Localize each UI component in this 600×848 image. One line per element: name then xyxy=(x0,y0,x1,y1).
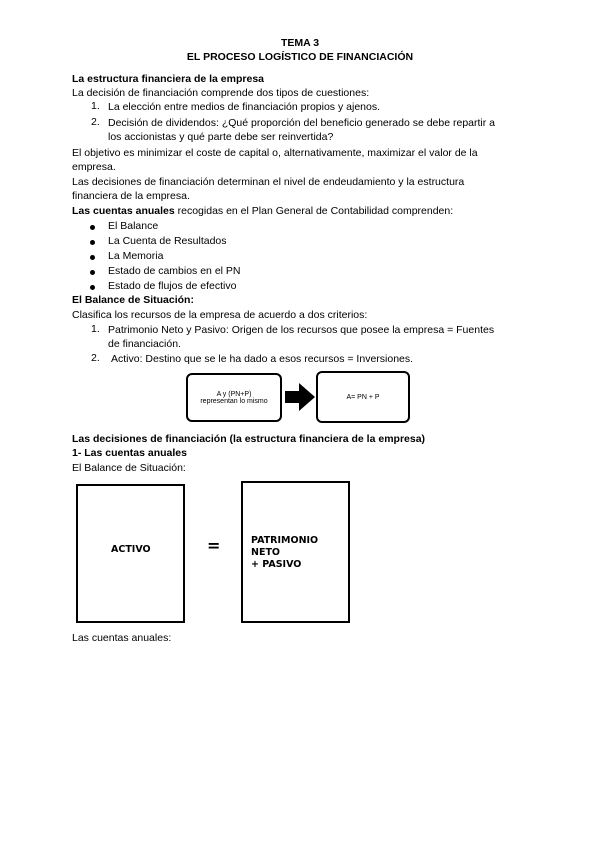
section-heading-estructura: La estructura financiera de la empresa xyxy=(72,73,264,85)
bullet-icon xyxy=(90,240,95,245)
bullet-icon xyxy=(90,285,95,290)
list-number: 1. xyxy=(91,100,100,112)
list-item-text: Activo: Destino que se le ha dado a esos recursos = Inversiones. xyxy=(111,353,414,365)
balance-box-pn-pasivo xyxy=(241,481,350,623)
paragraph-text: recogidas en el Plan General de Contabilidad comprenden: xyxy=(174,205,454,217)
list-item: La Cuenta de Resultados xyxy=(108,235,227,247)
paragraph-cuentas-anuales xyxy=(72,204,453,218)
balance-box-activo xyxy=(76,484,185,623)
paragraph-footer: Las cuentas anuales: xyxy=(72,632,172,644)
list-item-text: los accionistas y qué parte debe ser reinvertida? xyxy=(108,131,334,143)
diagram-box-right xyxy=(316,371,410,423)
diagram-text: representan lo mismo xyxy=(200,397,268,405)
list-number: 1. xyxy=(91,323,100,335)
patrimonio-neto-label: PATRIMONIO NETO xyxy=(251,535,319,558)
paragraph-intro: La decisión de financiación comprende dos tipos de cuestiones: xyxy=(72,87,370,99)
bullet-icon xyxy=(90,225,95,230)
diagram-text: A= PN + P xyxy=(346,393,380,401)
pasivo-label: + PASIVO xyxy=(251,559,302,570)
section-heading-balance: El Balance de Situación: xyxy=(72,294,194,306)
list-item: La Memoria xyxy=(108,250,164,262)
list-item-text: Decisión de dividendos: ¿Qué proporción del beneficio generado se debe repartir a xyxy=(108,117,495,129)
activo-label: ACTIVO xyxy=(111,544,151,555)
paragraph-clasifica: Clasifica los recursos de la empresa de acuerdo a dos criterios: xyxy=(72,309,368,321)
bullet-icon xyxy=(90,270,95,275)
list-item-text: La elección entre medios de financiación propios y ajenos. xyxy=(108,101,381,113)
paragraph-decisiones: Las decisiones de financiación determinan el nivel de endeudamiento y la estructura xyxy=(72,176,465,188)
diagram-box-left xyxy=(186,373,282,422)
paragraph-balance-label: El Balance de Situación: xyxy=(72,462,186,474)
section-heading-decisiones: Las decisiones de financiación (la estructura financiera de la empresa) xyxy=(72,433,426,445)
list-number: 2. xyxy=(91,116,100,128)
bullet-icon xyxy=(90,255,95,260)
list-item: Estado de flujos de efectivo xyxy=(108,280,237,292)
list-item-text: de financiación. xyxy=(108,338,181,350)
arrow-right-icon xyxy=(285,383,315,411)
doc-subtitle: EL PROCESO LOGÍSTICO DE FINANCIACIÓN xyxy=(186,51,414,63)
list-item: El Balance xyxy=(108,220,159,232)
bold-term: Las cuentas anuales xyxy=(72,205,175,217)
list-number: 2. xyxy=(91,352,100,364)
diagram-text: A y (PN+P) xyxy=(216,390,252,398)
paragraph-decisiones: financiera de la empresa. xyxy=(72,190,190,202)
subheading-cuentas: 1- Las cuentas anuales xyxy=(72,447,187,459)
doc-title: TEMA 3 xyxy=(280,37,320,49)
equals-sign: = xyxy=(207,536,221,555)
list-item-text: Patrimonio Neto y Pasivo: Origen de los recursos que posee la empresa = Fuentes xyxy=(108,324,495,336)
paragraph-objetivo: empresa. xyxy=(72,161,116,173)
list-item: Estado de cambios en el PN xyxy=(108,265,241,277)
paragraph-objetivo: El objetivo es minimizar el coste de capital o, alternativamente, maximizar el valor de la xyxy=(72,147,478,159)
